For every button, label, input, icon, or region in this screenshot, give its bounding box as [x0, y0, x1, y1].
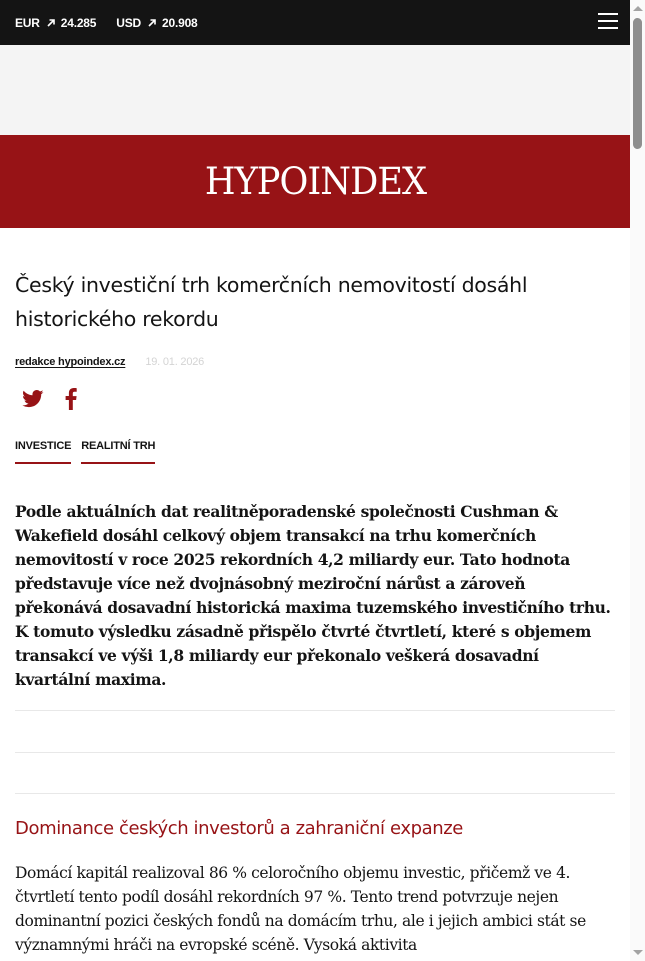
divider [15, 752, 615, 753]
hamburger-menu-icon[interactable] [598, 13, 618, 31]
rate-currency: EUR [15, 15, 40, 30]
arrow-up-right-icon [147, 18, 157, 28]
rate-usd [116, 16, 197, 30]
article-meta [15, 356, 615, 368]
twitter-icon[interactable] [22, 388, 44, 410]
top-bar [0, 0, 630, 45]
scrollbar-thumb[interactable] [633, 18, 642, 149]
rate-currency: USD [116, 15, 142, 30]
section-heading: Dominance českých investorů a zahraniční expanze [15, 818, 463, 839]
tag-realitni-trh[interactable]: REALITNÍ TRH [81, 440, 155, 464]
tag-investice[interactable]: INVESTICE [15, 440, 71, 464]
article-tags [15, 440, 615, 464]
rate-value: 24.285 [60, 15, 97, 30]
publish-date: 19. 01. 2026 [145, 356, 205, 368]
article-title: Český investiční trh komerčních nemovitostí dosáhl historického rekordu [15, 273, 528, 331]
rate-eur [15, 16, 96, 30]
vertical-scrollbar[interactable] [630, 0, 645, 961]
ad-space [0, 45, 630, 135]
share-buttons [15, 386, 615, 412]
divider [15, 710, 615, 711]
arrow-up-right-icon [46, 18, 56, 28]
section-text: Domácí kapitál realizoval 86 % celoročního objemu investic, přičemž ve 4. čtvrtletí tento podíl dosáhl rekordních 97 %. Tento trend potvrzuje nejen dominantní pozici českých fondů na domácím trhu, ale i jejich ambici stát se významnými hráči na evropské scéně. Vysoká aktivita [15, 864, 586, 954]
site-logo[interactable]: HYPOINDEX [204, 160, 426, 203]
divider [15, 793, 615, 794]
article-lead: Podle aktuálních dat realitněporadenské společnosti Cushman & Wakefield dosáhl celkový objem transakcí na trhu komerčních nemovitostí v roce 2025 rekordních 4,2 miliardy eur. Tato hodnota představuje více než dvojnásobný meziroční nárůst a zároveň překonává dosavadní historická maxima tuzemského investičního trhu. K tomuto výsledku zásadně přispělo čtvrté čtvrtletí, které s objemem transakcí ve výši 1,8 miliardy eur překonalo veškerá dosavadní kvartální maxima. [15, 502, 611, 689]
article [0, 268, 630, 957]
rate-value: 20.908 [162, 15, 198, 30]
brand-banner [0, 135, 630, 228]
scroll-up-arrow-icon[interactable] [633, 6, 643, 11]
facebook-icon[interactable] [60, 388, 82, 410]
scroll-down-arrow-icon[interactable] [633, 950, 643, 955]
author-link[interactable]: redakce hypoindex.cz [15, 356, 126, 368]
